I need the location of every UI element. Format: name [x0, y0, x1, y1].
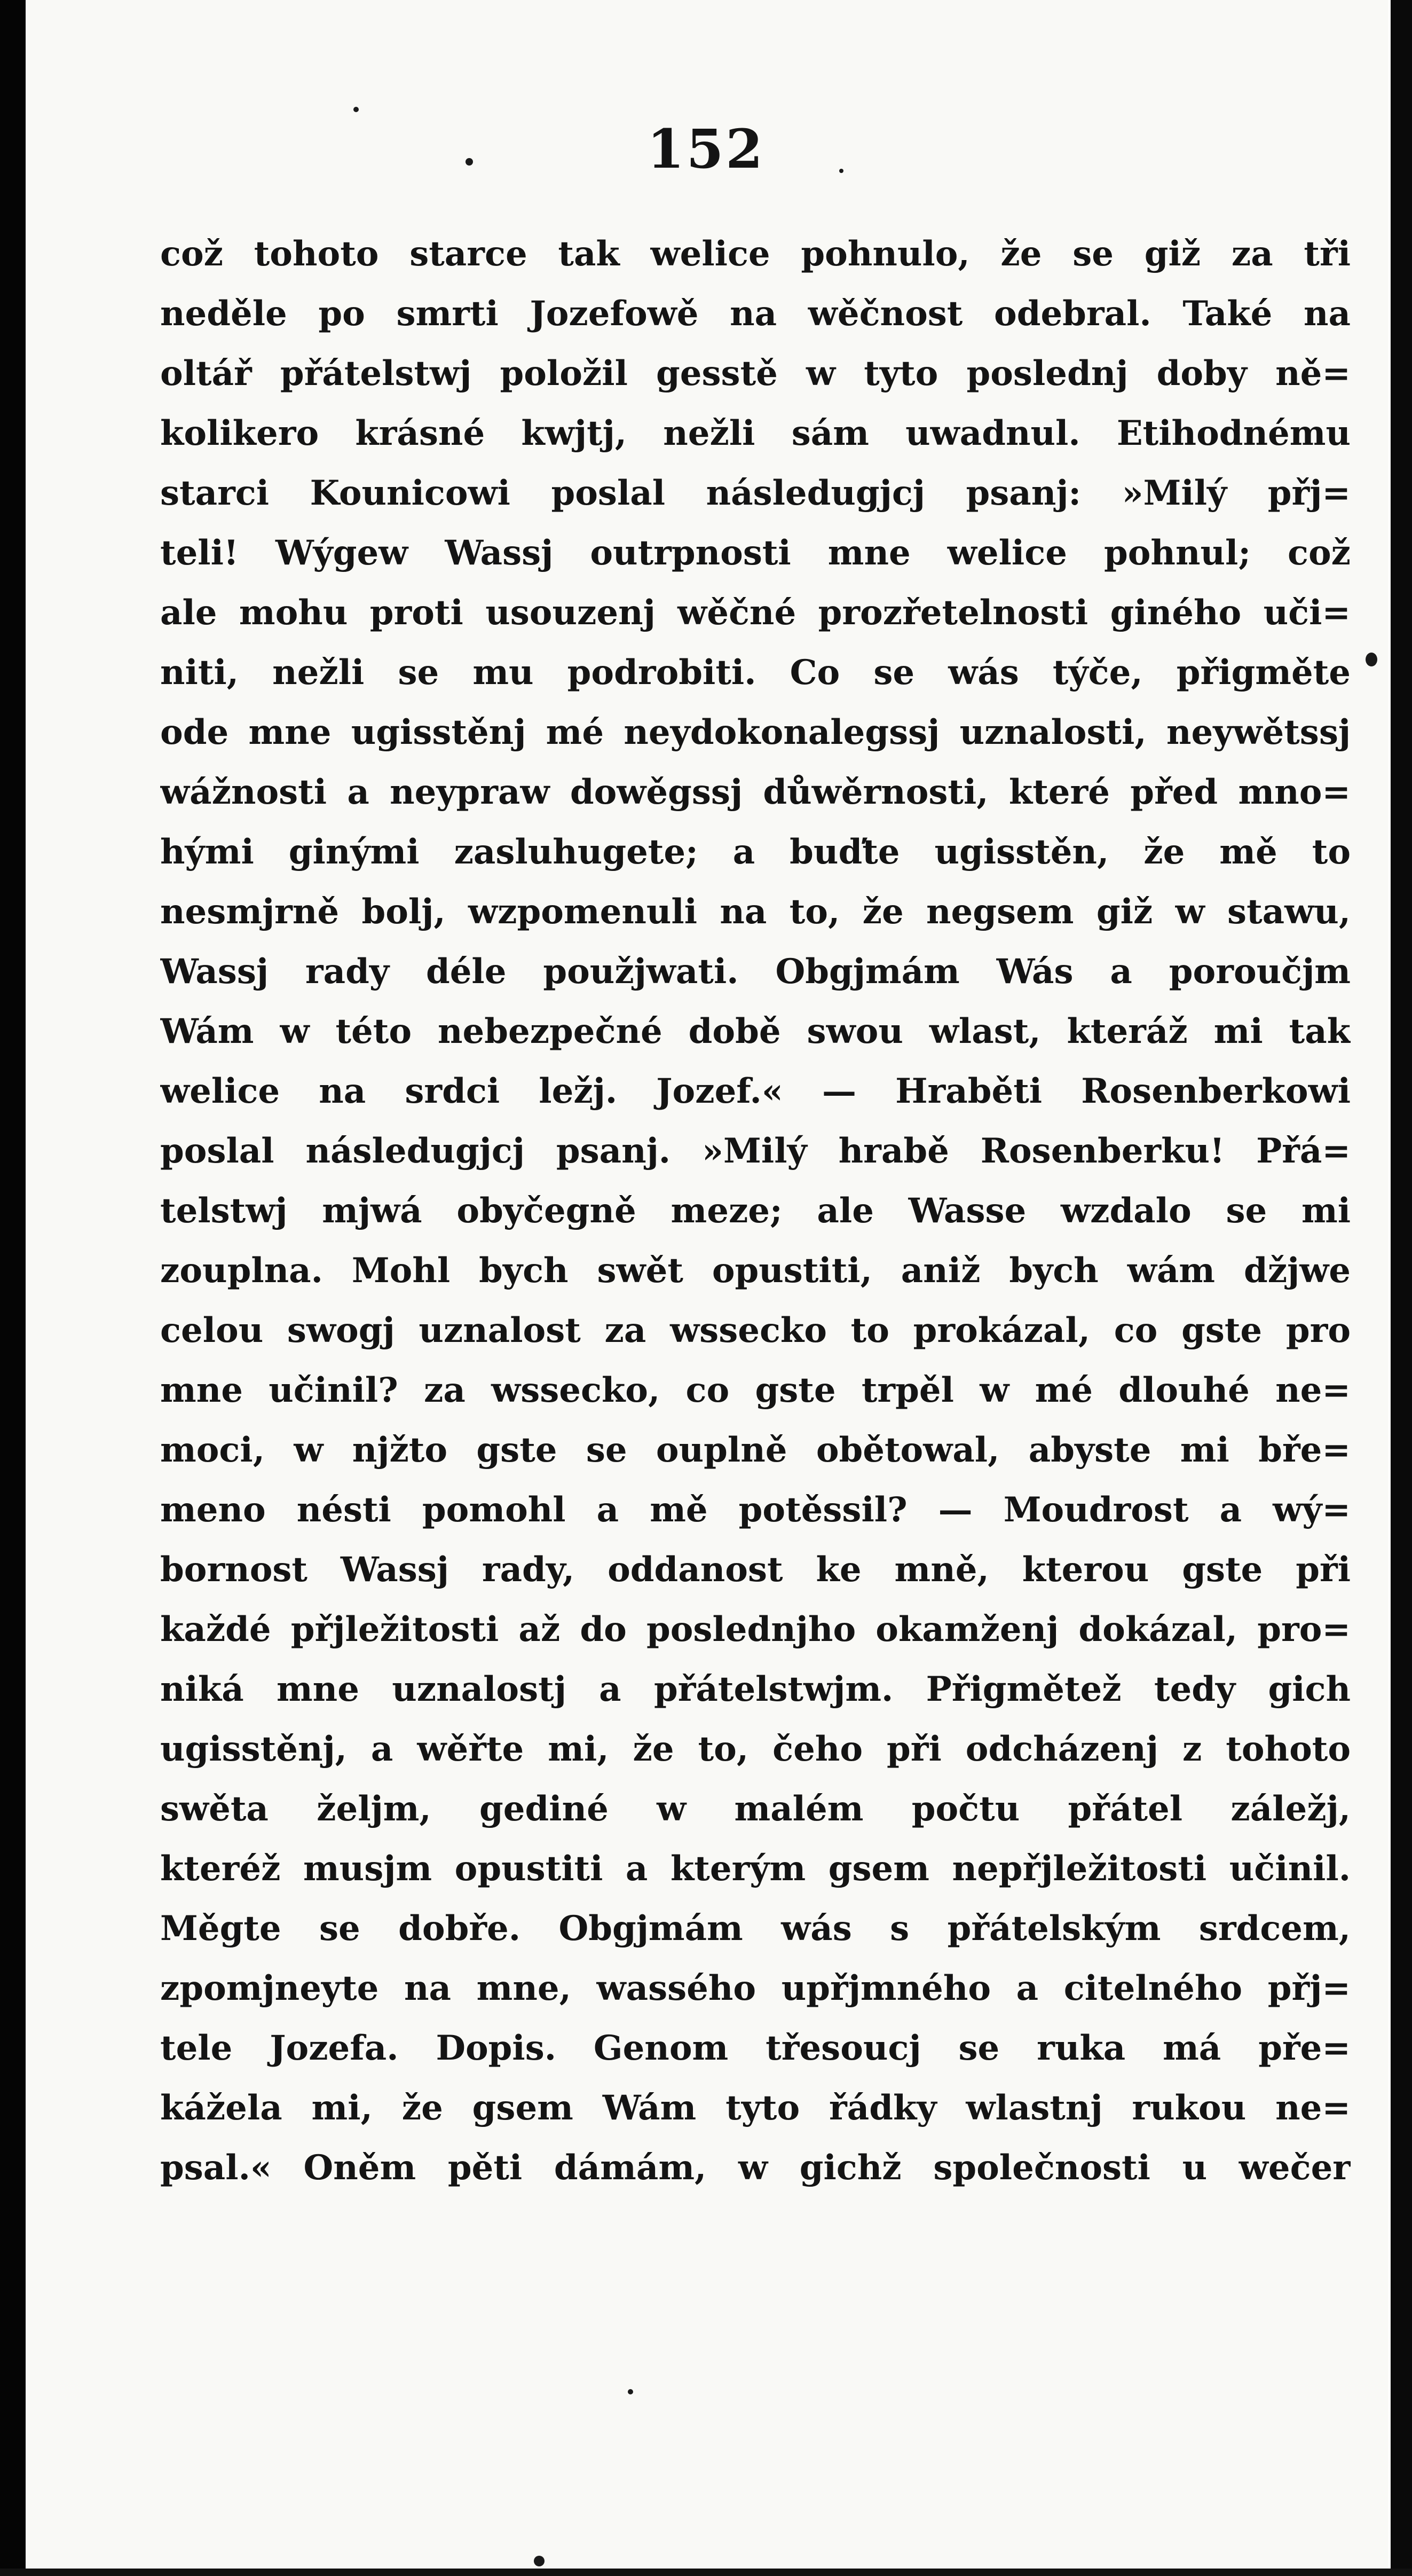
text-line: moci, w njžto gste se ouplně obětowal, abyste mi bře= [160, 1430, 1351, 1470]
text-line: swěta željm, gediné w malém počtu přátel záležj, [160, 1789, 1351, 1829]
text-line: telstwj mjwá obyčegně meze; ale Wasse wzdalo se mi [160, 1191, 1351, 1231]
text-line: wážnosti a neypraw dowěgssj důwěrnosti, které před mno= [160, 772, 1351, 812]
text-line: meno nésti pomohl a mě potěssil? — Moudrost a wý= [160, 1490, 1351, 1530]
ink-speck [1366, 653, 1377, 666]
text-line: nesmjrně bolj, wzpomenuli na to, že negsem giž w stawu, [160, 892, 1351, 932]
text-line: celou swogj uznalost za wssecko to prokázal, co gste pro [160, 1310, 1351, 1350]
ink-speck [353, 107, 359, 112]
text-line: ale mohu proti usouzenj wěčné prozřetelnosti giného uči= [160, 593, 1351, 633]
text-line: což tohoto starce tak welice pohnulo, že se giž za tři [160, 234, 1351, 274]
text-line: bornost Wassj rady, oddanost ke mně, kterou gste při [160, 1550, 1351, 1590]
text-line: Wám w této nebezpečné době swou wlast, kteráž mi tak [160, 1011, 1351, 1051]
scan-border-bottom [0, 2569, 1412, 2576]
text-line: zouplna. Mohl bych swět opustiti, aniž bych wám džjwe [160, 1251, 1351, 1291]
text-line: ugisstěnj, a wěřte mi, že to, čeho při odcházenj z tohoto [160, 1729, 1351, 1769]
scan-border-right [1391, 0, 1412, 2576]
body-text [160, 224, 1351, 2198]
text-line: oltář přátelstwj položil gesstě w tyto poslednj doby ně= [160, 354, 1351, 394]
text-line: každé přjležitosti až do poslednjho okamženj dokázal, pro= [160, 1609, 1351, 1650]
text-line: teli! Wýgew Wassj outrpnosti mne welice pohnul; což [160, 533, 1351, 573]
text-line: Měgte se dobře. Obgjmám wás s přátelským srdcem, [160, 1909, 1351, 1949]
text-line: niti, nežli se mu podrobiti. Co se wás týče, přigměte [160, 653, 1351, 693]
page-number: 152 [647, 117, 765, 180]
text-line: kteréž musjm opustiti a kterým gsem nepřjležitosti učinil. [160, 1849, 1351, 1889]
text-line: kážela mi, že gsem Wám tyto řádky wlastnj rukou ne= [160, 2088, 1351, 2128]
text-line: Wassj rady déle použjwati. Obgjmám Wás a poroučjm [160, 952, 1351, 992]
text-line: psal.« Oněm pěti dámám, w gichž společnosti u wečer [160, 2148, 1351, 2188]
text-line: welice na srdci ležj. Jozef.« — Hraběti Rosenberkowi [160, 1071, 1351, 1111]
text-line: poslal následugjcj psanj. »Milý hrabě Rosenberku! Přá= [160, 1131, 1351, 1171]
text-line: zpomjneyte na mne, wassého upřjmného a citelného přj= [160, 1968, 1351, 2008]
text-line: starci Kounicowi poslal následugjcj psanj: »Milý přj= [160, 473, 1351, 513]
scan-border-left [0, 0, 26, 2576]
ink-speck [628, 2389, 633, 2394]
text-line: tele Jozefa. Dopis. Genom třesoucj se ruka má pře= [160, 2028, 1351, 2068]
text-line: neděle po smrti Jozefowě na wěčnost odebral. Také na [160, 294, 1351, 334]
text-line: ode mne ugisstěnj mé neydokonalegssj uznalosti, neywětssj [160, 712, 1351, 752]
text-line: kolikero krásné kwjtj, nežli sám uwadnul. Etihodnému [160, 413, 1351, 453]
text-line: hými ginými zasluhugete; a buďte ugisstěn, že mě to [160, 832, 1351, 872]
text-line: niká mne uznalostj a přátelstwjm. Přigmětež tedy gich [160, 1669, 1351, 1709]
ink-speck [534, 2556, 545, 2566]
text-line: mne učinil? za wssecko, co gste trpěl w mé dlouhé ne= [160, 1370, 1351, 1410]
